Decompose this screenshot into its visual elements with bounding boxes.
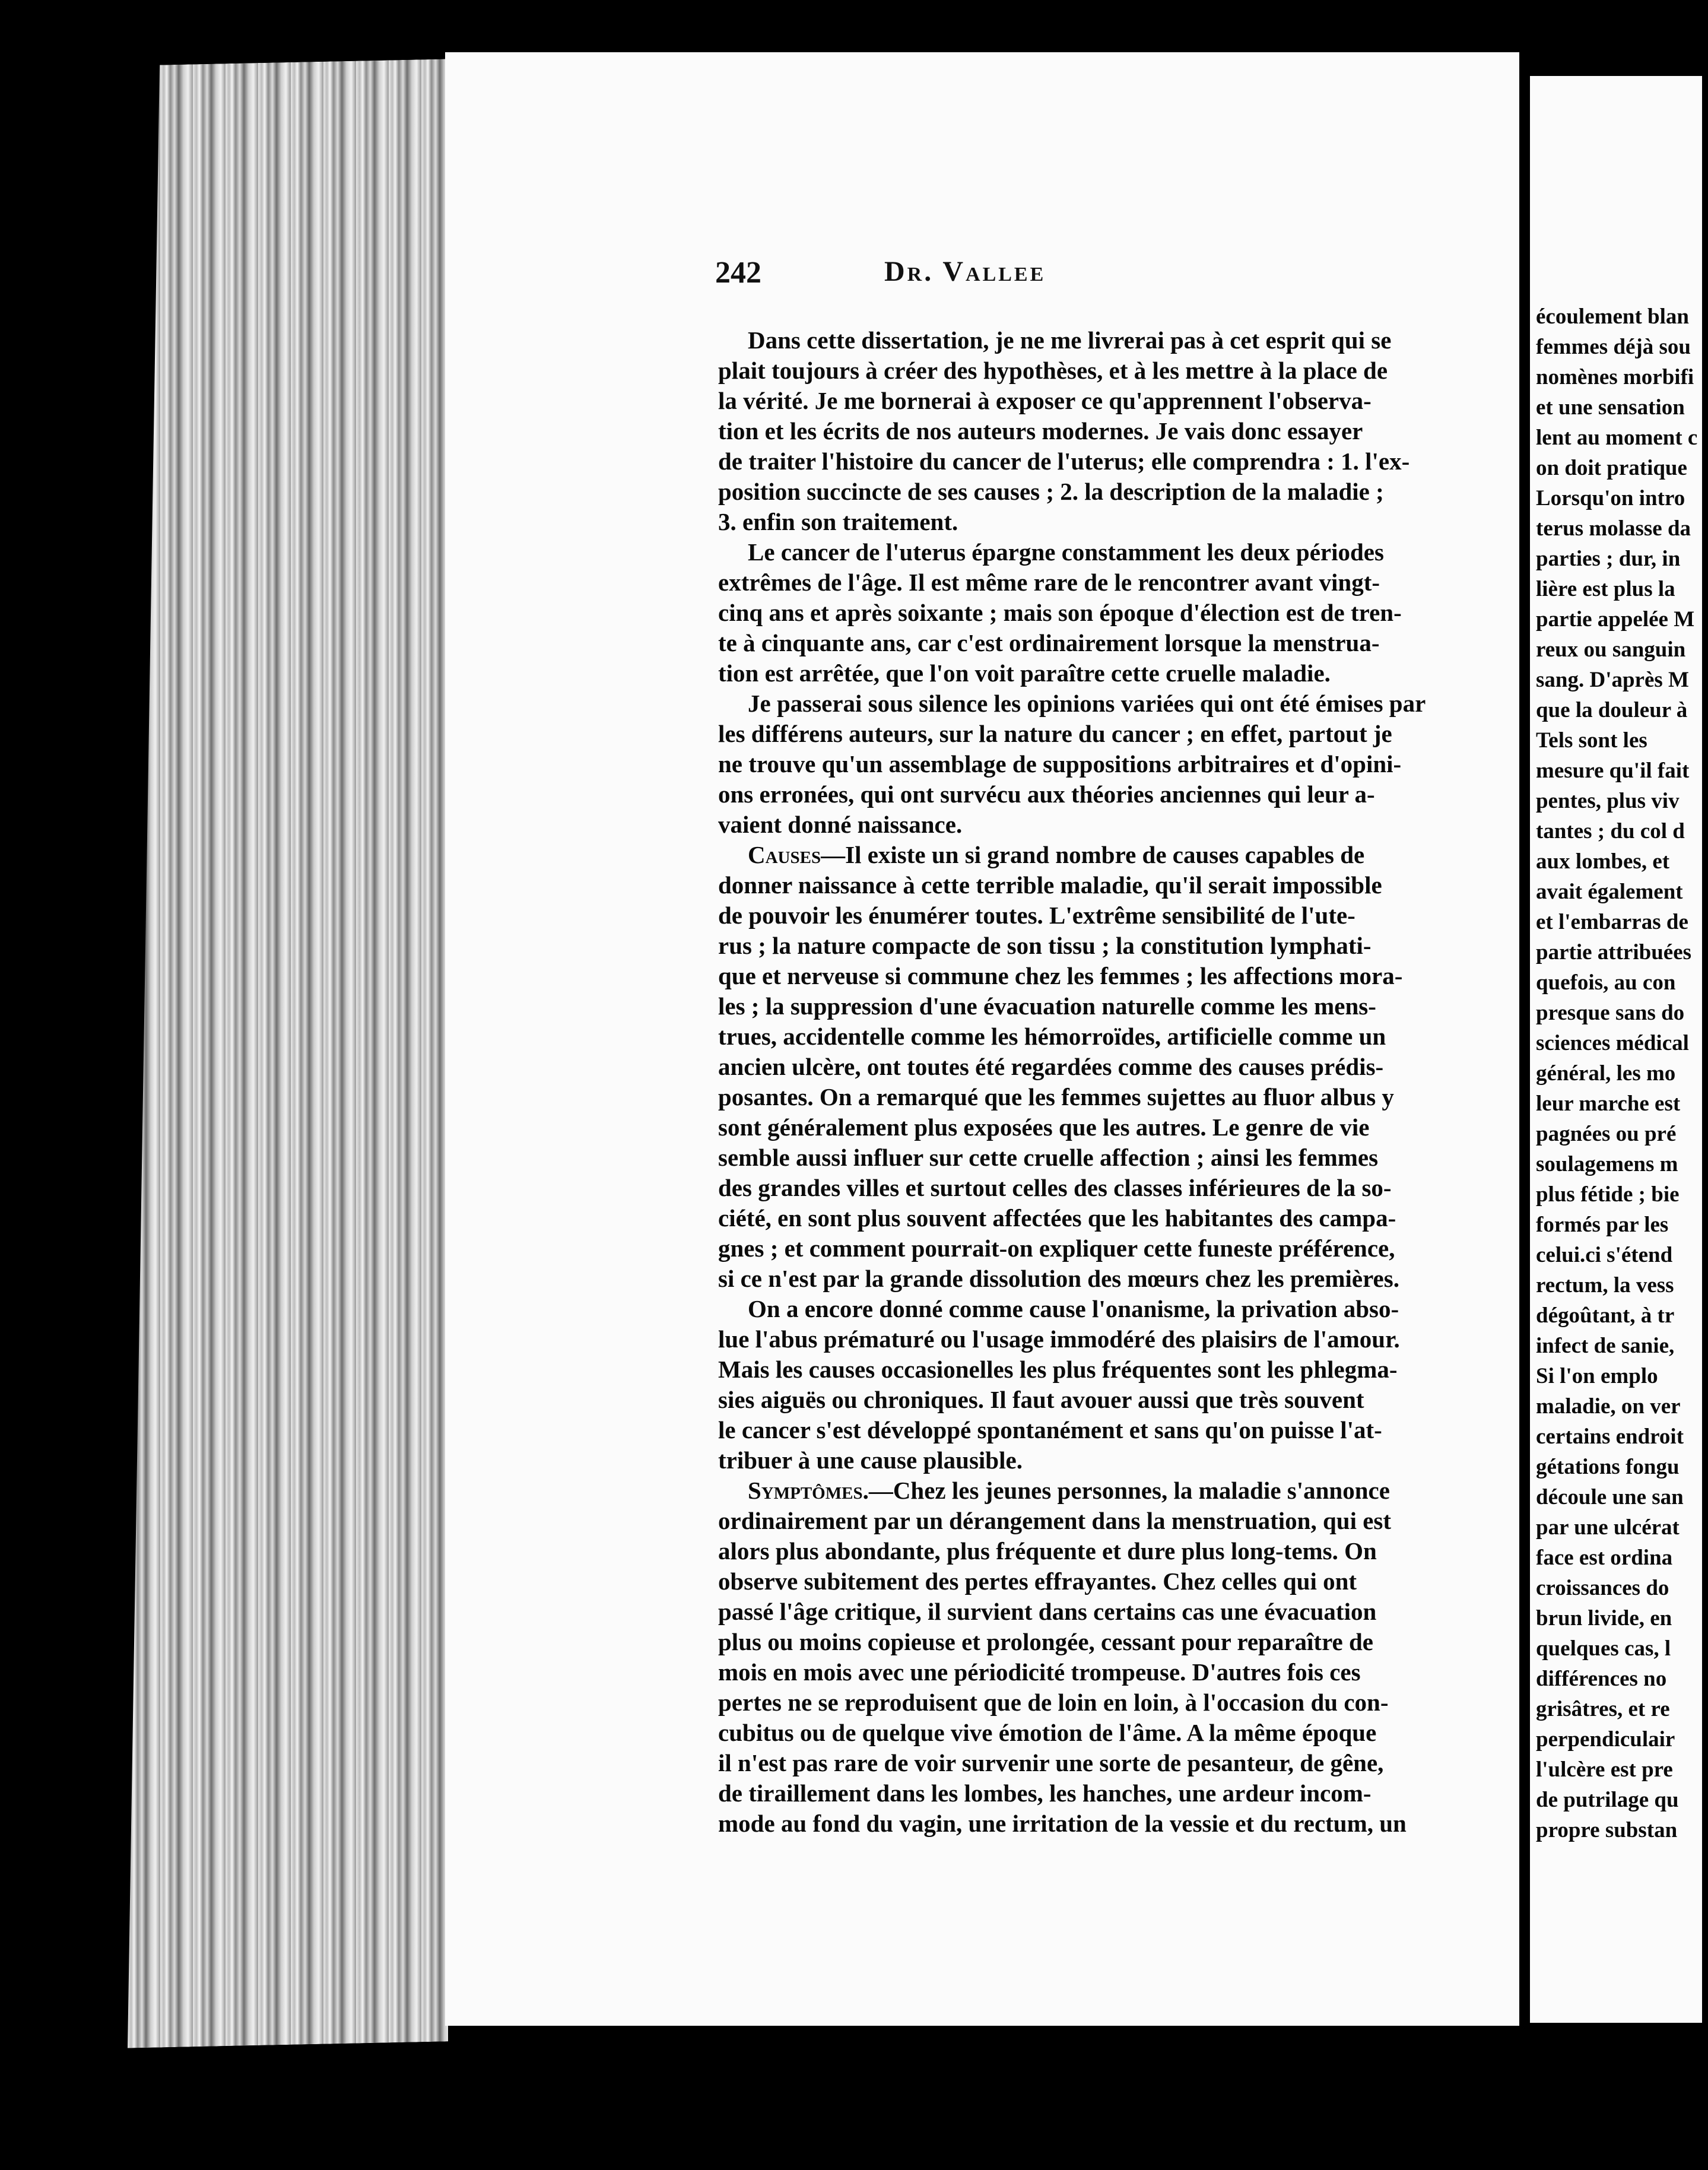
text-line: cinq ans et après soixante ; mais son époque d'élection est de tren- bbox=[718, 599, 1402, 626]
text-line: grisâtres, et re bbox=[1536, 1697, 1670, 1721]
text-line: celui.ci s'étend bbox=[1536, 1243, 1673, 1267]
text-line: il n'est pas rare de voir survenir une sorte de pesanteur, de gêne, bbox=[718, 1749, 1384, 1776]
text-line: mois en mois avec une périodicité trompeuse. D'autres fois ces bbox=[718, 1658, 1361, 1686]
text-line: position succincte de ses causes ; 2. la description de la maladie ; bbox=[718, 478, 1384, 505]
text-line: Le cancer de l'uterus épargne constamment les deux périodes bbox=[748, 538, 1384, 566]
text-line: aux lombes, et bbox=[1536, 849, 1670, 874]
text-line: sang. D'après M bbox=[1536, 668, 1689, 692]
text-line: On a encore donné comme cause l'onanisme, la privation abso- bbox=[748, 1295, 1399, 1322]
text-line: de putrilage qu bbox=[1536, 1788, 1679, 1812]
text-line: rus ; la nature compacte de son tissu ; la constitution lymphati- bbox=[718, 932, 1372, 959]
text-line: ons erronées, qui ont survécu aux théories anciennes qui leur a- bbox=[718, 781, 1375, 808]
text-line: de tiraillement dans les lombes, les hanches, une ardeur incom- bbox=[718, 1779, 1372, 1807]
text-line: par une ulcérat bbox=[1536, 1515, 1680, 1540]
text-line: 3. enfin son traitement. bbox=[718, 508, 958, 535]
section-heading: Causes bbox=[748, 841, 821, 868]
text-line: cubitus ou de quelque vive émotion de l'âme. A la même époque bbox=[718, 1719, 1377, 1746]
text-line: différences no bbox=[1536, 1667, 1667, 1691]
text-line: semble aussi influer sur cette cruelle affection ; ainsi les femmes bbox=[718, 1144, 1379, 1171]
page-number: 242 bbox=[715, 256, 761, 290]
text-line: terus molasse da bbox=[1536, 516, 1691, 541]
text-line: Causes—Il existe un si grand nombre de causes capables de bbox=[748, 841, 1365, 868]
text-line: Je passerai sous silence les opinions variées qui ont été émises par bbox=[748, 690, 1426, 717]
text-line: ne trouve qu'un assemblage de suppositions arbitraires et d'opini- bbox=[718, 750, 1402, 778]
text-line: Si l'on emplo bbox=[1536, 1364, 1658, 1388]
text-line: maladie, on ver bbox=[1536, 1394, 1681, 1419]
text-line: infect de sanie, bbox=[1536, 1334, 1675, 1358]
text-line: croissances do bbox=[1536, 1576, 1669, 1600]
right-page-text bbox=[1536, 302, 1708, 1845]
text-line: passé l'âge critique, il survient dans certains cas une évacuation bbox=[718, 1598, 1377, 1625]
running-head: Dr. Vallee bbox=[884, 256, 1046, 287]
text-line: rectum, la vess bbox=[1536, 1273, 1674, 1297]
text-line: brun livide, en bbox=[1536, 1606, 1672, 1630]
text-line: partie attribuées bbox=[1536, 940, 1692, 965]
text-line: si ce n'est par la grande dissolution des mœurs chez les premières. bbox=[718, 1265, 1399, 1292]
text-line: lent au moment c bbox=[1536, 426, 1698, 450]
text-line: les différens auteurs, sur la nature du cancer ; en effet, partout je bbox=[718, 720, 1392, 747]
text-line: de pouvoir les énumérer toutes. L'extrême sensibilité de l'ute- bbox=[718, 902, 1355, 929]
text-line: alors plus abondante, plus fréquente et dure plus long-tems. On bbox=[718, 1537, 1377, 1565]
text-line: tion est arrêtée, que l'on voit paraître cette cruelle maladie. bbox=[718, 659, 1331, 687]
text-line: certains endroit bbox=[1536, 1425, 1684, 1449]
text-line: mode au fond du vagin, une irritation de la vessie et du rectum, un bbox=[718, 1810, 1407, 1837]
text-line: nomènes morbifi bbox=[1536, 365, 1694, 389]
text-line: gnes ; et comment pourrait-on expliquer cette funeste préférence, bbox=[718, 1235, 1395, 1262]
text-line: trues, accidentelle comme les hémorroïdes, artificielle comme un bbox=[718, 1023, 1386, 1050]
text-line: reux ou sanguin bbox=[1536, 637, 1686, 662]
text-line: et l'embarras de bbox=[1536, 910, 1688, 934]
text-line: perpendiculair bbox=[1536, 1727, 1675, 1752]
left-page bbox=[445, 52, 1519, 2026]
text-line: la vérité. Je me bornerai à exposer ce qu'apprennent l'observa- bbox=[718, 387, 1372, 414]
text-line: tion et les écrits de nos auteurs modernes. Je vais donc essayer bbox=[718, 417, 1363, 445]
text-line: observe subitement des pertes effrayantes. Chez celles qui ont bbox=[718, 1568, 1357, 1595]
text-line: parties ; dur, in bbox=[1536, 547, 1681, 571]
text-line: que la douleur à bbox=[1536, 698, 1688, 722]
text-line: pentes, plus viv bbox=[1536, 789, 1680, 813]
text-line: posantes. On a remarqué que les femmes sujettes au fluor albus y bbox=[718, 1083, 1394, 1111]
text-line: sies aiguës ou chroniques. Il faut avouer aussi que très souvent bbox=[718, 1386, 1364, 1413]
text-line: ciété, en sont plus souvent affectées que les habitantes des campa- bbox=[718, 1204, 1396, 1232]
text-line: Symptômes.—Chez les jeunes personnes, la maladie s'annonce bbox=[748, 1477, 1390, 1504]
text-line: lière est plus la bbox=[1536, 577, 1675, 601]
text-line: vaient donné naissance. bbox=[718, 811, 963, 838]
text-line: des grandes villes et surtout celles des classes inférieures de la so- bbox=[718, 1174, 1392, 1201]
book-page-edges bbox=[128, 59, 448, 2048]
text-line: mesure qu'il fait bbox=[1536, 759, 1690, 783]
text-line: l'ulcère est pre bbox=[1536, 1757, 1673, 1782]
text-line: ancien ulcère, ont toutes été regardées comme des causes prédis- bbox=[718, 1053, 1384, 1080]
text-line: plus ou moins copieuse et prolongée, cessant pour reparaître de bbox=[718, 1628, 1373, 1655]
text-line: tribuer à une cause plausible. bbox=[718, 1446, 1023, 1474]
text-line: face est ordina bbox=[1536, 1546, 1673, 1570]
text-line: sciences médical bbox=[1536, 1031, 1689, 1055]
text-line: dégoûtant, à tr bbox=[1536, 1303, 1675, 1328]
text-line: partie appelée M bbox=[1536, 607, 1695, 632]
text-line: Dans cette dissertation, je ne me livrerai pas à cet esprit qui se bbox=[748, 326, 1392, 354]
text-line: que et nerveuse si commune chez les femmes ; les affections mora- bbox=[718, 962, 1403, 989]
text-line: quelques cas, l bbox=[1536, 1636, 1671, 1661]
text-line: formés par les bbox=[1536, 1213, 1669, 1237]
text-line: gétations fongu bbox=[1536, 1455, 1680, 1479]
text-line: tantes ; du col d bbox=[1536, 819, 1685, 843]
text-line: te à cinquante ans, car c'est ordinairement lorsque la menstrua- bbox=[718, 629, 1380, 656]
body-text bbox=[718, 325, 1426, 1839]
text-line: Mais les causes occasionelles les plus fréquentes sont les phlegma- bbox=[718, 1356, 1398, 1383]
text-line: écoulement blan bbox=[1536, 304, 1689, 329]
text-line: plus fétide ; bie bbox=[1536, 1182, 1680, 1207]
text-line: donner naissance à cette terrible maladie, qu'il serait impossible bbox=[718, 871, 1382, 899]
right-page-fragment bbox=[1530, 76, 1702, 2023]
text-line: plait toujours à créer des hypothèses, et à les mettre à la place de bbox=[718, 357, 1388, 384]
text-line: les ; la suppression d'une évacuation naturelle comme les mens- bbox=[718, 992, 1376, 1020]
text-line: avait également bbox=[1536, 880, 1683, 904]
text-line: soulagemens m bbox=[1536, 1152, 1678, 1176]
text-line: leur marche est bbox=[1536, 1092, 1681, 1116]
text-line: on doit pratique bbox=[1536, 456, 1687, 480]
text-line: pertes ne se reproduisent que de loin en loin, à l'occasion du con- bbox=[718, 1689, 1389, 1716]
text-line: de traiter l'histoire du cancer de l'uterus; elle comprendra : 1. l'ex- bbox=[718, 448, 1410, 475]
text-line: Tels sont les bbox=[1536, 728, 1647, 753]
text-line: femmes déjà sou bbox=[1536, 335, 1691, 359]
text-line: presque sans do bbox=[1536, 1001, 1685, 1025]
text-line: découle une san bbox=[1536, 1485, 1684, 1509]
text-line: général, les mo bbox=[1536, 1061, 1676, 1086]
text-line: lue l'abus prématuré ou l'usage immodéré des plaisirs de l'amour. bbox=[718, 1325, 1400, 1353]
section-heading: Symptômes bbox=[748, 1477, 863, 1504]
text-line: pagnées ou pré bbox=[1536, 1122, 1677, 1146]
text-line: Lorsqu'on intro bbox=[1536, 486, 1685, 510]
text-line: quefois, au con bbox=[1536, 970, 1676, 995]
page-header bbox=[715, 255, 1338, 297]
text-line: sont généralement plus exposées que les autres. Le genre de vie bbox=[718, 1113, 1370, 1141]
text-line: et une sensation bbox=[1536, 395, 1685, 420]
text-line: le cancer s'est développé spontanément et sans qu'on puisse l'at- bbox=[718, 1416, 1382, 1444]
text-line: ordinairement par un dérangement dans la menstruation, qui est bbox=[718, 1507, 1392, 1534]
text-line: extrêmes de l'âge. Il est même rare de le rencontrer avant vingt- bbox=[718, 569, 1380, 596]
text-line: propre substan bbox=[1536, 1818, 1678, 1842]
